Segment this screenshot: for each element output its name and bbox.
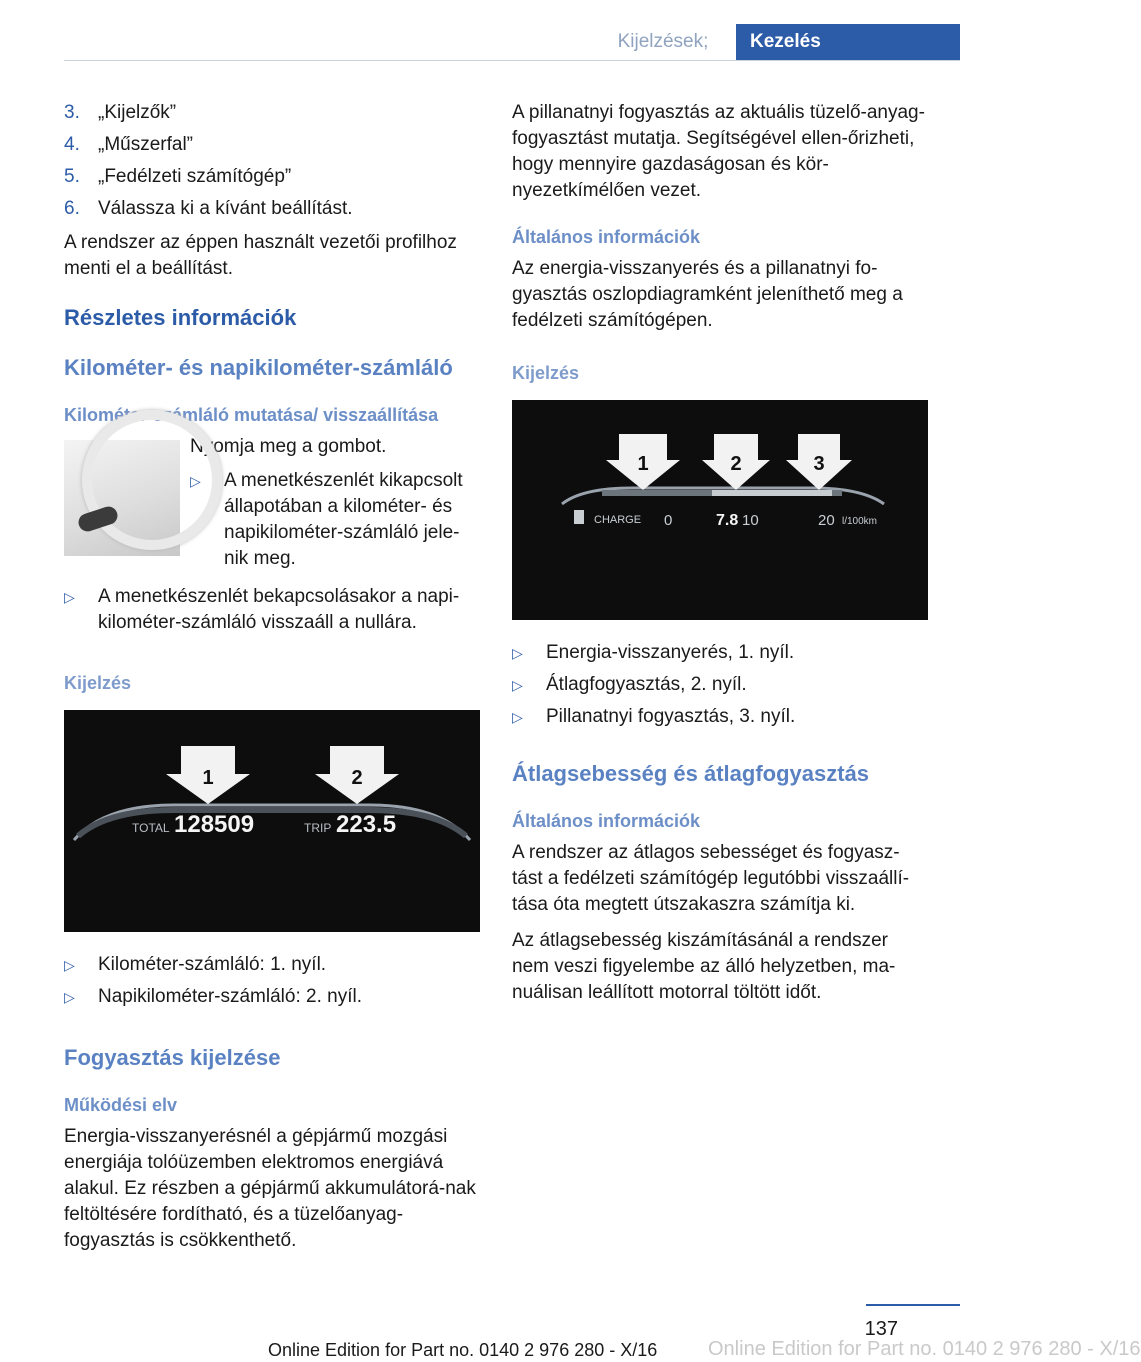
heading-principle: Működési elv	[64, 1095, 178, 1115]
header-chapter: Kezelés	[736, 24, 960, 60]
svg-text:2: 2	[730, 453, 742, 475]
total-label: TOTAL	[132, 821, 170, 835]
heading-display: Kijelzés	[64, 673, 132, 693]
header-section: Kijelzések;	[617, 31, 709, 52]
list-item: ▷ Kilométer-számláló: 1. nyíl.	[64, 952, 480, 978]
heading-average: Átlagsebesség és átlagfogyasztás	[512, 761, 870, 786]
average-value: 7.8	[716, 512, 739, 529]
list-item	[64, 100, 480, 126]
svg-text:1: 1	[637, 453, 649, 475]
paragraph-instant: A pillanatnyi fogyasztás az aktuális tüzelő-anyag-fogyasztást mutatja. Segítségével ellen-őrizheti, hogy mennyire gazdaságosan és kör-nyezetkímélően vezet.	[512, 102, 925, 201]
list-item: ▷ A menetkészenlét kikapcsolt állapotában a kilométer- és napikilométer-számláló jele-nik meg.	[190, 468, 480, 572]
triangle-bullet-icon: ▷	[64, 957, 75, 973]
heading-show-reset: Kilométer-számláló mutatása/ visszaállítása	[64, 405, 439, 425]
svg-text:10: 10	[742, 512, 759, 529]
odometer-legend	[64, 952, 480, 1010]
svg-text:0: 0	[664, 512, 673, 529]
list-item	[64, 164, 480, 190]
step-text: „Kijelzők”	[98, 102, 177, 123]
press-button-text: Nyomja meg a gombot.	[190, 436, 387, 457]
heading-odometer: Kilométer- és napikilométer-számláló	[64, 355, 453, 380]
left-column	[64, 100, 480, 1264]
paragraph-save: A rendszer az éppen használt vezetői profilhoz menti el a beállítást.	[64, 232, 457, 279]
list-item: ▷ Napikilométer-számláló: 2. nyíl.	[64, 984, 480, 1010]
paragraph-average-2: Az átlagsebesség kiszámításánál a rendszer nem veszi figyelembe az álló helyzetben, ma-nuálisan leállított motorral töltött időt.	[512, 930, 896, 1003]
step-number: 3.	[64, 102, 80, 123]
heading-general: Általános információk	[512, 227, 701, 247]
bullet-list-off	[190, 468, 480, 572]
steps-list	[64, 100, 480, 222]
header-rule	[64, 60, 960, 61]
arrow-1-label: 1	[202, 767, 214, 789]
step-text: Válassza ki a kívánt beállítást.	[98, 198, 353, 219]
trip-value: 223.5	[336, 811, 397, 838]
heading-consumption: Fogyasztás kijelzése	[64, 1045, 281, 1070]
paragraph-average-1: A rendszer az átlagos sebességet és fogyasz-tást a fedélzeti számítógép legutóbbi visszaállí-tása óta megtett útszakaszra számítja ki.	[512, 842, 910, 915]
consumption-legend	[512, 640, 928, 730]
consumption-display-image	[512, 400, 928, 620]
heading-details: Részletes információk	[64, 305, 297, 330]
trip-label: TRIP	[304, 821, 332, 835]
odometer-button-photo	[64, 440, 180, 556]
footer-rule	[866, 1304, 960, 1306]
bullet-list-on	[64, 584, 480, 636]
unit-label: l/100km	[842, 516, 878, 527]
list-item: ▷ Pillanatnyi fogyasztás, 3. nyíl.	[512, 704, 928, 730]
paragraph-general: Az energia-visszanyerés és a pillanatnyi fo-gyasztás oszlopdiagramként jeleníthető meg a fedélzeti számítógépen.	[512, 258, 903, 331]
step-number: 6.	[64, 198, 80, 219]
triangle-bullet-icon: ▷	[64, 989, 75, 1005]
triangle-bullet-icon: ▷	[512, 645, 523, 661]
list-item: ▷ A menetkészenlét bekapcsolásakor a napi-kilométer-számláló visszaáll a nullára.	[64, 584, 480, 636]
svg-text:20: 20	[818, 512, 835, 529]
fuel-pump-icon	[574, 510, 584, 524]
heading-display: Kijelzés	[512, 363, 580, 383]
paragraph-principle: Energia-visszanyerésnél a gépjármű mozgási energiája tolóüzemben elektromos energiává alakul. Ez részben a gépjármű akkumulátorá-nak feltöltésére fordítható, és a tüzelőanyag-fogyasztás is csökkenthető.	[64, 1126, 476, 1251]
footer-edition: Online Edition for Part no. 0140 2 976 280 - X/16	[268, 1340, 658, 1360]
list-item	[64, 132, 480, 158]
triangle-bullet-icon: ▷	[190, 473, 201, 489]
heading-general-2: Általános információk	[512, 811, 701, 831]
page-number: 137	[864, 1318, 898, 1340]
step-number: 4.	[64, 134, 80, 155]
right-column	[512, 100, 928, 1016]
step-number: 5.	[64, 166, 80, 187]
list-item	[64, 196, 480, 222]
svg-text:3: 3	[813, 453, 825, 475]
step-text: „Műszerfal”	[98, 134, 194, 155]
triangle-bullet-icon: ▷	[64, 589, 75, 605]
odometer-display-image	[64, 710, 480, 932]
triangle-bullet-icon: ▷	[512, 677, 523, 693]
list-item: ▷ Átlagfogyasztás, 2. nyíl.	[512, 672, 928, 698]
arrow-2-label: 2	[351, 767, 363, 789]
step-text: „Fedélzeti számítógép”	[98, 166, 292, 187]
charge-label: CHARGE	[594, 514, 642, 526]
button-instruction	[64, 434, 480, 578]
footer-watermark: Online Edition for Part no. 0140 2 976 280 - X/16	[708, 1338, 1141, 1360]
list-item: ▷ Energia-visszanyerés, 1. nyíl.	[512, 640, 928, 666]
total-value: 128509	[174, 811, 255, 838]
triangle-bullet-icon: ▷	[512, 709, 523, 725]
